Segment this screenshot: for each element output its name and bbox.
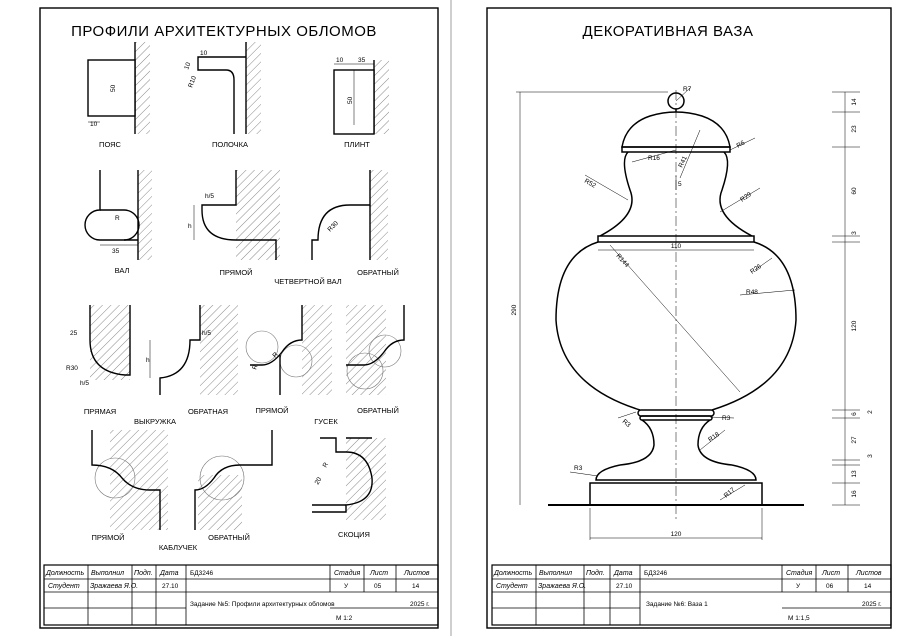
radius-r17: R17 (722, 486, 737, 500)
radius-r16: R16 (648, 155, 660, 162)
chain-3b: 3 (867, 454, 874, 458)
profile-polochka (183, 42, 261, 149)
tb-left-h-sign: Подп. (134, 570, 153, 577)
dim-vykr-obr-h5: h/5 (202, 330, 212, 337)
right-chain-labels (851, 98, 874, 498)
profile-vykr-obratnaya (146, 305, 238, 416)
chain-6: 6 (851, 412, 858, 416)
chain-3a: 3 (851, 231, 858, 235)
profile-kabl-obratny (195, 430, 272, 542)
profile-gusek-pryamoy (246, 305, 332, 415)
dim-vykr-obr-h: h (146, 357, 150, 364)
tb-left-h-done: Выполнил (91, 570, 125, 577)
sheet-title: ПРОФИЛИ АРХИТЕКТУРНЫХ ОБЛОМОВ (71, 23, 377, 40)
dim-foot-width: 120 (670, 531, 682, 538)
label-plint: ПЛИНТ (344, 140, 370, 149)
sheet-vase (452, 0, 900, 636)
chain-14: 14 (851, 98, 858, 106)
label-gusek-obratny: ОБРАТНЫЙ (357, 406, 399, 415)
radius-leaders (570, 88, 795, 500)
dim-polochka-r: R10 (187, 75, 198, 89)
chain-16: 16 (851, 490, 858, 498)
label-skotsiya: СКОЦИЯ (338, 530, 370, 539)
tb-left-h-sheet: Лист (370, 570, 389, 577)
radius-r3-a: R3 (620, 418, 632, 429)
tb-left-year: 2025 г. (410, 601, 430, 608)
dim-gusek-r2: R (271, 351, 280, 360)
dim-plint-h: 50 (347, 96, 354, 104)
dim-chetv-h5: h/5 (205, 193, 215, 200)
vase-title: ДЕКОРАТИВНАЯ ВАЗА (582, 23, 754, 40)
radius-r29: R29 (739, 191, 753, 204)
profile-val (85, 170, 152, 275)
profile-plint (334, 57, 389, 149)
radius-r41: R41 (677, 155, 689, 169)
label-poyas: ПОЯС (99, 140, 121, 149)
dim-polochka-a: 10 (200, 50, 208, 57)
chain-60: 60 (851, 187, 858, 195)
tb-right-h-stage: Стадия (786, 570, 813, 577)
tb-right-sheet: 06 (826, 583, 834, 590)
chain-120: 120 (851, 320, 858, 332)
dim-vykr-r30: R30 (66, 365, 78, 372)
dim-polochka-b: 10 (183, 61, 193, 71)
dim-val-w: 35 (112, 248, 120, 255)
profile-poyas (88, 42, 150, 149)
tb-right-role: Студент (496, 583, 528, 590)
dim-gusek-r1: R (251, 363, 260, 371)
tb-right-name: Зражаева Я.О. (538, 583, 587, 590)
tb-right-h-done: Выполнил (539, 570, 573, 577)
tb-right-h-sheet: Лист (822, 570, 841, 577)
tb-right-scale: М 1:1,5 (788, 615, 810, 622)
radius-r7: R7 (683, 86, 692, 93)
dim-skotsiya-20: 20 (313, 476, 324, 486)
chain-2: 2 (867, 410, 874, 414)
radius-r144: R144 (614, 252, 631, 269)
dim-chetv-r30: R30 (326, 220, 340, 234)
sheet-profiles (0, 0, 450, 636)
profile-vykr-pryamaya (66, 305, 130, 416)
tb-left-h-stage: Стадия (334, 570, 361, 577)
dim-plint-a: 10 (336, 57, 344, 64)
tb-left-h-sheets: Листов (404, 570, 430, 577)
tb-left-stage: У (344, 583, 349, 590)
profile-kabl-pryamoy (91, 430, 168, 542)
tb-right-code: БД3246 (644, 570, 668, 577)
dim-plint-b: 35 (358, 57, 366, 64)
label-polochka: ПОЛОЧКА (211, 140, 249, 149)
dim-val-r: R (115, 215, 120, 222)
dim-total-height: 290 (511, 304, 518, 316)
label-chetv-obratny: ОБРАТНЫЙ (357, 268, 399, 277)
label-gusek: ГУСЕК (314, 417, 338, 426)
sheet-frame-right (487, 8, 891, 628)
radius-r26: R26 (749, 263, 763, 276)
tb-left-role: Студент (48, 583, 80, 590)
tb-right-h-sheets: Листов (856, 570, 882, 577)
tb-right-h-role: Должность (494, 570, 533, 577)
chain-13: 13 (851, 470, 858, 478)
tb-right-h-sign: Подп. (586, 570, 605, 577)
label-val: ВАЛ (114, 266, 130, 275)
title-block-right (492, 565, 891, 625)
profiles-drawing (0, 0, 450, 636)
vase-outline (548, 93, 804, 505)
tb-right-h-date: Дата (614, 570, 633, 577)
dim-poyas-h: 50 (110, 84, 117, 92)
label-vykr-obratnaya: ОБРАТНАЯ (187, 407, 229, 416)
tb-right-date: 27.10 (616, 583, 633, 590)
label-kabl-pryamoy: ПРЯМОЙ (91, 533, 125, 542)
label-vykr-pryamaya: ПРЯМАЯ (83, 407, 117, 416)
tb-right-task: Задание №6: Ваза 1 (646, 601, 708, 608)
label-chetverton-val: ЧЕТВЕРТНОЙ ВАЛ (274, 277, 342, 286)
dim-skotsiya-r: R (321, 461, 331, 469)
tb-left-task: Задание №5: Профили архитектурных обломов (190, 601, 335, 608)
profile-chetv-obratny (312, 170, 399, 277)
label-chetv-pryamoy: ПРЯМОЙ (219, 268, 253, 277)
tb-left-h-role: Должность (46, 570, 85, 577)
tb-left-name: Зражаева Я.О. (90, 583, 139, 590)
radius-r6: R6 (735, 139, 747, 150)
tb-right-sheets: 14 (864, 583, 872, 590)
radius-r52: R52 (583, 177, 597, 190)
label-kablyuchek: КАБЛУЧЕК (158, 543, 198, 552)
overall-height-dim (516, 92, 668, 505)
vase-drawing (452, 0, 900, 636)
dim-chetv-h: h (188, 223, 192, 230)
chain-27: 27 (851, 436, 858, 444)
tb-left-scale: М 1:2 (336, 615, 353, 622)
radius-r3-b: R3 (722, 415, 731, 422)
profile-chetv-pryamoy (188, 170, 280, 277)
dim-neck-width: 110 (670, 243, 682, 250)
title-block-left (44, 565, 438, 625)
profile-skotsiya (312, 438, 386, 539)
dim-vykr-25: 25 (70, 330, 78, 337)
tb-left-date: 27.10 (162, 583, 179, 590)
tb-left-code: БД3246 (190, 570, 214, 577)
radius-r3-c: R3 (574, 465, 583, 472)
chain-23: 23 (851, 125, 858, 133)
dim-lid-gap: 5 (678, 181, 682, 188)
dim-poyas-w: 10 (90, 121, 98, 128)
tb-right-stage: У (796, 583, 801, 590)
tb-right-year: 2025 г. (862, 601, 882, 608)
label-vykruzhka: ВЫКРУЖКА (134, 417, 176, 426)
tb-left-sheet: 05 (374, 583, 382, 590)
radius-r48: R48 (746, 289, 758, 296)
tb-left-sheets: 14 (412, 583, 420, 590)
radius-r18: R18 (707, 431, 721, 444)
profile-gusek-obratny (346, 305, 404, 415)
dim-vykr-h5: h/5 (80, 380, 90, 387)
tb-left-h-date: Дата (160, 570, 179, 577)
label-gusek-pryamoy: ПРЯМОЙ (255, 406, 289, 415)
label-kabl-obratny: ОБРАТНЫЙ (208, 533, 250, 542)
